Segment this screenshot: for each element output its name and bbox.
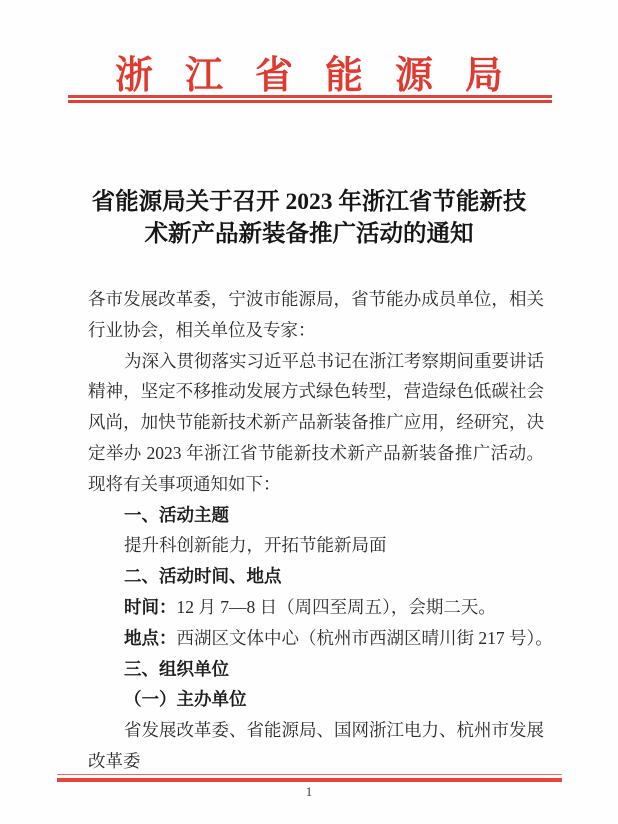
intro-paragraph: 为深入贯彻落实习近平总书记在浙江考察期间重要讲话精神，坚定不移推动发展方式绿色转型，营造绿色低碳社会风尚，加快节能新技术新产品新装备推广应用，经研究，决定举办 2023 年浙江省节能新技术新产品新装备推广活动。现将有关事项通知如下： [88, 350, 544, 494]
organizers-paragraph: 省发展改革委、省能源局、国网浙江电力、杭州市发展改革委 [88, 720, 544, 771]
notice-title-line2: 术新产品新装备推广活动的通知 [144, 221, 474, 247]
subsection-1-heading: （一）主办单位 [124, 689, 247, 710]
notice-title [40, 186, 578, 250]
place-value: 西湖区文体中心（杭州市西湖区晴川街 217 号）。 [176, 627, 553, 648]
masthead-double-rule [68, 95, 552, 103]
footer-double-rule [57, 774, 562, 782]
page-number: 1 [305, 784, 313, 799]
time-label: 时间： [124, 596, 177, 617]
section-1-text: 提升科创新能力，开拓节能新局面 [124, 535, 387, 556]
place-label: 地点： [124, 627, 177, 648]
notice-body [88, 284, 553, 777]
time-line [88, 592, 544, 623]
notice-title-line1: 省能源局关于召开 2023 年浙江省节能新技 [91, 189, 527, 215]
time-value: 12 月 7—8 日（周四至周五），会期二天。 [176, 596, 496, 617]
agency-masthead: 浙江省能源局 [114, 55, 535, 97]
section-1-heading: 一、活动主题 [124, 504, 229, 525]
section-2-heading: 二、活动时间、地点 [124, 566, 282, 587]
place-line [88, 623, 553, 654]
section-3-heading: 三、组织单位 [124, 658, 229, 679]
salutation-paragraph: 各市发展改革委，宁波市能源局，省节能办成员单位，相关行业协会，相关单位及专家： [88, 289, 544, 340]
